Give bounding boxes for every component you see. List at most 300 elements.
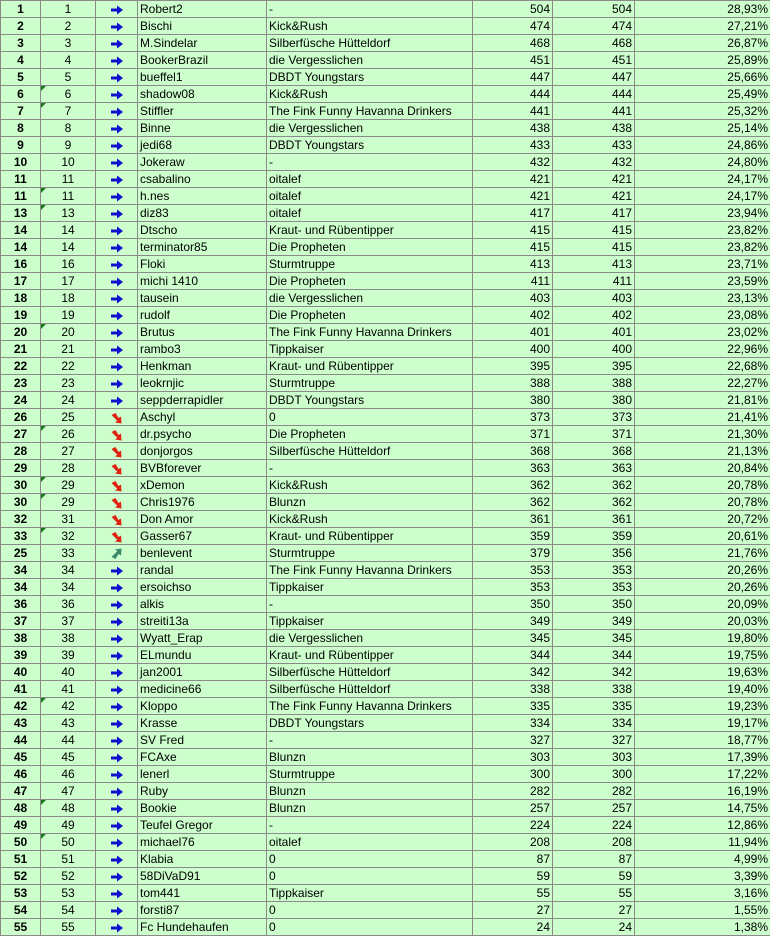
previous-rank-cell [41,273,96,290]
trend-same-arrow-icon [110,786,124,798]
player-name-cell: Don Amor [138,511,267,528]
previous-rank-cell [41,477,96,494]
team-name-cell: Silberfüsche Hütteldorf [267,664,473,681]
percentage-cell: 20,78% [635,477,770,494]
points-compare-cell: 257 [553,800,635,817]
previous-rank-cell [41,290,96,307]
comment-marker-icon [41,477,46,482]
player-name-cell: streiti13a [138,613,267,630]
team-name-cell: The Fink Funny Havanna Drinkers [267,324,473,341]
trend-cell [96,324,138,341]
player-name-cell: ersoichso [138,579,267,596]
team-name-cell: die Vergesslichen [267,630,473,647]
points-compare-cell: 334 [553,715,635,732]
rank-cell: 25 [1,545,41,562]
team-name-cell: Die Propheten [267,307,473,324]
table-row [1,868,770,885]
table-row [1,885,770,902]
rank-cell: 46 [1,766,41,783]
team-name-cell: The Fink Funny Havanna Drinkers [267,103,473,120]
previous-rank-value: 55 [61,920,75,934]
trend-cell [96,783,138,800]
trend-same-arrow-icon [110,293,124,305]
points-cell: 373 [473,409,553,426]
rank-cell: 7 [1,103,41,120]
trend-same-arrow-icon [110,395,124,407]
percentage-cell: 21,76% [635,545,770,562]
percentage-cell: 20,61% [635,528,770,545]
points-compare-cell: 359 [553,528,635,545]
percentage-cell: 23,13% [635,290,770,307]
table-row [1,392,770,409]
previous-rank-cell [41,188,96,205]
player-name-cell: h.nes [138,188,267,205]
team-name-cell: 0 [267,851,473,868]
points-compare-cell: 353 [553,579,635,596]
team-name-cell: oitalef [267,171,473,188]
table-row [1,273,770,290]
percentage-cell: 23,82% [635,222,770,239]
team-name-cell: Tippkaiser [267,613,473,630]
points-cell: 388 [473,375,553,392]
previous-rank-cell [41,86,96,103]
points-compare-cell: 433 [553,137,635,154]
trend-same-arrow-icon [110,633,124,645]
previous-rank-value: 2 [64,19,72,33]
points-compare-cell: 349 [553,613,635,630]
points-cell: 334 [473,715,553,732]
points-cell: 342 [473,664,553,681]
trend-cell [96,443,138,460]
trend-cell [96,834,138,851]
trend-cell [96,86,138,103]
trend-cell [96,409,138,426]
points-cell: 338 [473,681,553,698]
rank-cell: 2 [1,18,41,35]
player-name-cell: diz83 [138,205,267,222]
trend-down-arrow-icon [110,531,124,543]
trend-down-arrow-icon [110,463,124,475]
previous-rank-cell [41,137,96,154]
trend-cell [96,256,138,273]
previous-rank-cell [41,239,96,256]
previous-rank-cell [41,35,96,52]
percentage-cell: 24,17% [635,188,770,205]
percentage-cell: 23,59% [635,273,770,290]
points-compare-cell: 300 [553,766,635,783]
percentage-cell: 12,86% [635,817,770,834]
previous-rank-value: 17 [61,274,75,288]
trend-same-arrow-icon [110,310,124,322]
previous-rank-value: 37 [61,614,75,628]
table-row [1,715,770,732]
previous-rank-cell [41,528,96,545]
ranking-rows [1,1,770,936]
points-compare-cell: 388 [553,375,635,392]
points-cell: 327 [473,732,553,749]
previous-rank-value: 34 [61,580,75,594]
previous-rank-cell [41,392,96,409]
trend-same-arrow-icon [110,684,124,696]
previous-rank-value: 5 [64,70,72,84]
trend-same-arrow-icon [110,123,124,135]
points-compare-cell: 303 [553,749,635,766]
trend-same-arrow-icon [110,582,124,594]
trend-cell [96,120,138,137]
rank-cell: 45 [1,749,41,766]
trend-same-arrow-icon [110,667,124,679]
points-compare-cell: 362 [553,477,635,494]
trend-cell [96,545,138,562]
table-row [1,460,770,477]
rank-cell: 53 [1,885,41,902]
trend-cell [96,613,138,630]
comment-marker-icon [41,834,46,839]
points-cell: 444 [473,86,553,103]
points-compare-cell: 438 [553,120,635,137]
team-name-cell: DBDT Youngstars [267,137,473,154]
rank-cell: 3 [1,35,41,52]
points-compare-cell: 335 [553,698,635,715]
previous-rank-cell [41,409,96,426]
percentage-cell: 14,75% [635,800,770,817]
trend-same-arrow-icon [110,735,124,747]
trend-cell [96,681,138,698]
previous-rank-cell [41,154,96,171]
trend-cell [96,698,138,715]
trend-same-arrow-icon [110,752,124,764]
points-cell: 361 [473,511,553,528]
player-name-cell: dr.psycho [138,426,267,443]
rank-cell: 41 [1,681,41,698]
player-name-cell: michi 1410 [138,273,267,290]
previous-rank-cell [41,698,96,715]
points-compare-cell: 417 [553,205,635,222]
rank-cell: 13 [1,205,41,222]
rank-cell: 42 [1,698,41,715]
team-name-cell: Kick&Rush [267,86,473,103]
trend-same-arrow-icon [110,922,124,934]
trend-same-arrow-icon [110,803,124,815]
trend-cell [96,460,138,477]
team-name-cell: - [267,732,473,749]
player-name-cell: Teufel Gregor [138,817,267,834]
trend-same-arrow-icon [110,871,124,883]
points-compare-cell: 55 [553,885,635,902]
percentage-cell: 1,38% [635,919,770,936]
team-name-cell: die Vergesslichen [267,120,473,137]
rank-cell: 26 [1,409,41,426]
table-row [1,596,770,613]
previous-rank-cell [41,766,96,783]
points-cell: 371 [473,426,553,443]
player-name-cell: Krasse [138,715,267,732]
player-name-cell: Kloppo [138,698,267,715]
table-row [1,579,770,596]
percentage-cell: 23,94% [635,205,770,222]
percentage-cell: 20,26% [635,579,770,596]
player-name-cell: SV Fred [138,732,267,749]
player-name-cell: Aschyl [138,409,267,426]
rank-cell: 16 [1,256,41,273]
team-name-cell: The Fink Funny Havanna Drinkers [267,562,473,579]
rank-cell: 48 [1,800,41,817]
player-name-cell: 58DiVaD91 [138,868,267,885]
percentage-cell: 21,81% [635,392,770,409]
table-row [1,511,770,528]
points-compare-cell: 373 [553,409,635,426]
rank-cell: 51 [1,851,41,868]
rank-cell: 34 [1,579,41,596]
team-name-cell: DBDT Youngstars [267,715,473,732]
player-name-cell: Binne [138,120,267,137]
player-name-cell: jedi68 [138,137,267,154]
trend-cell [96,630,138,647]
table-row [1,681,770,698]
table-row [1,120,770,137]
rank-cell: 27 [1,426,41,443]
team-name-cell: die Vergesslichen [267,290,473,307]
points-compare-cell: 353 [553,562,635,579]
table-row [1,307,770,324]
previous-rank-value: 40 [61,665,75,679]
previous-rank-value: 42 [61,699,75,713]
previous-rank-cell [41,341,96,358]
previous-rank-cell [41,919,96,936]
previous-rank-value: 10 [61,155,75,169]
trend-up-arrow-icon [110,548,124,560]
trend-same-arrow-icon [110,769,124,781]
trend-cell [96,18,138,35]
previous-rank-cell [41,630,96,647]
trend-same-arrow-icon [110,718,124,730]
player-name-cell: randal [138,562,267,579]
trend-cell [96,885,138,902]
rank-cell: 40 [1,664,41,681]
points-compare-cell: 451 [553,52,635,69]
team-name-cell: - [267,460,473,477]
player-name-cell: Jokeraw [138,154,267,171]
previous-rank-cell [41,902,96,919]
previous-rank-value: 9 [64,138,72,152]
previous-rank-cell [41,545,96,562]
rank-cell: 32 [1,511,41,528]
previous-rank-value: 7 [64,104,72,118]
comment-marker-icon [41,324,46,329]
previous-rank-value: 24 [61,393,75,407]
previous-rank-value: 3 [64,36,72,50]
table-row [1,613,770,630]
player-name-cell: csabalino [138,171,267,188]
points-compare-cell: 362 [553,494,635,511]
percentage-cell: 19,63% [635,664,770,681]
table-row [1,18,770,35]
points-compare-cell: 344 [553,647,635,664]
table-row [1,919,770,936]
player-name-cell: michael76 [138,834,267,851]
rank-cell: 28 [1,443,41,460]
player-name-cell: tausein [138,290,267,307]
percentage-cell: 20,78% [635,494,770,511]
rank-cell: 5 [1,69,41,86]
previous-rank-value: 26 [61,427,75,441]
points-cell: 415 [473,239,553,256]
player-name-cell: rambo3 [138,341,267,358]
percentage-cell: 19,40% [635,681,770,698]
trend-down-arrow-icon [110,429,124,441]
percentage-cell: 25,49% [635,86,770,103]
points-cell: 87 [473,851,553,868]
points-compare-cell: 59 [553,868,635,885]
points-compare-cell: 415 [553,222,635,239]
comment-marker-icon [41,698,46,703]
percentage-cell: 17,39% [635,749,770,766]
previous-rank-cell [41,52,96,69]
previous-rank-value: 22 [61,359,75,373]
team-name-cell: Tippkaiser [267,885,473,902]
team-name-cell: - [267,817,473,834]
rank-cell: 43 [1,715,41,732]
table-row [1,358,770,375]
player-name-cell: lenerl [138,766,267,783]
player-name-cell: Bischi [138,18,267,35]
previous-rank-value: 52 [61,869,75,883]
team-name-cell: Kraut- und Rübentipper [267,528,473,545]
table-row [1,647,770,664]
previous-rank-cell [41,851,96,868]
previous-rank-cell [41,324,96,341]
team-name-cell: oitalef [267,188,473,205]
previous-rank-cell [41,307,96,324]
points-compare-cell: 345 [553,630,635,647]
trend-cell [96,375,138,392]
percentage-cell: 20,09% [635,596,770,613]
rank-cell: 36 [1,596,41,613]
previous-rank-cell [41,426,96,443]
previous-rank-value: 54 [61,903,75,917]
previous-rank-cell [41,834,96,851]
trend-same-arrow-icon [110,72,124,84]
points-compare-cell: 415 [553,239,635,256]
previous-rank-value: 21 [61,342,75,356]
team-name-cell: Kick&Rush [267,477,473,494]
points-cell: 395 [473,358,553,375]
percentage-cell: 16,19% [635,783,770,800]
percentage-cell: 11,94% [635,834,770,851]
player-name-cell: terminator85 [138,239,267,256]
team-name-cell: oitalef [267,834,473,851]
points-compare-cell: 432 [553,154,635,171]
previous-rank-cell [41,681,96,698]
percentage-cell: 20,03% [635,613,770,630]
points-compare-cell: 421 [553,171,635,188]
previous-rank-cell [41,18,96,35]
team-name-cell: Blunzn [267,783,473,800]
rank-cell: 22 [1,358,41,375]
table-row [1,1,770,18]
rank-cell: 9 [1,137,41,154]
trend-cell [96,664,138,681]
comment-marker-icon [41,86,46,91]
points-cell: 474 [473,18,553,35]
previous-rank-cell [41,222,96,239]
player-name-cell: BookerBrazil [138,52,267,69]
points-compare-cell: 361 [553,511,635,528]
rank-cell: 8 [1,120,41,137]
previous-rank-value: 25 [61,410,75,424]
table-row [1,239,770,256]
previous-rank-value: 28 [61,461,75,475]
player-name-cell: Bookie [138,800,267,817]
rank-cell: 30 [1,477,41,494]
previous-rank-cell [41,613,96,630]
team-name-cell: Silberfüsche Hütteldorf [267,35,473,52]
trend-cell [96,494,138,511]
trend-cell [96,596,138,613]
table-row [1,834,770,851]
previous-rank-cell [41,171,96,188]
trend-same-arrow-icon [110,174,124,186]
points-cell: 415 [473,222,553,239]
player-name-cell: Chris1976 [138,494,267,511]
points-cell: 401 [473,324,553,341]
percentage-cell: 23,08% [635,307,770,324]
previous-rank-cell [41,205,96,222]
player-name-cell: Robert2 [138,1,267,18]
previous-rank-value: 38 [61,631,75,645]
trend-same-arrow-icon [110,378,124,390]
points-compare-cell: 371 [553,426,635,443]
table-row [1,222,770,239]
percentage-cell: 18,77% [635,732,770,749]
player-name-cell: donjorgos [138,443,267,460]
percentage-cell: 24,17% [635,171,770,188]
player-name-cell: rudolf [138,307,267,324]
trend-down-arrow-icon [110,412,124,424]
trend-same-arrow-icon [110,157,124,169]
player-name-cell: FCAxe [138,749,267,766]
trend-cell [96,562,138,579]
team-name-cell: Kraut- und Rübentipper [267,647,473,664]
table-row [1,188,770,205]
table-row [1,817,770,834]
previous-rank-value: 11 [61,189,75,203]
points-compare-cell: 413 [553,256,635,273]
rank-cell: 38 [1,630,41,647]
points-cell: 362 [473,477,553,494]
points-compare-cell: 380 [553,392,635,409]
trend-cell [96,817,138,834]
trend-same-arrow-icon [110,888,124,900]
trend-cell [96,137,138,154]
points-cell: 55 [473,885,553,902]
trend-cell [96,579,138,596]
player-name-cell: benlevent [138,545,267,562]
table-row [1,749,770,766]
table-row [1,375,770,392]
points-compare-cell: 87 [553,851,635,868]
trend-same-arrow-icon [110,191,124,203]
previous-rank-value: 43 [61,716,75,730]
points-cell: 300 [473,766,553,783]
previous-rank-cell [41,1,96,18]
points-compare-cell: 400 [553,341,635,358]
table-row [1,562,770,579]
team-name-cell: Sturmtruppe [267,375,473,392]
table-row [1,290,770,307]
table-row [1,443,770,460]
comment-marker-icon [41,103,46,108]
